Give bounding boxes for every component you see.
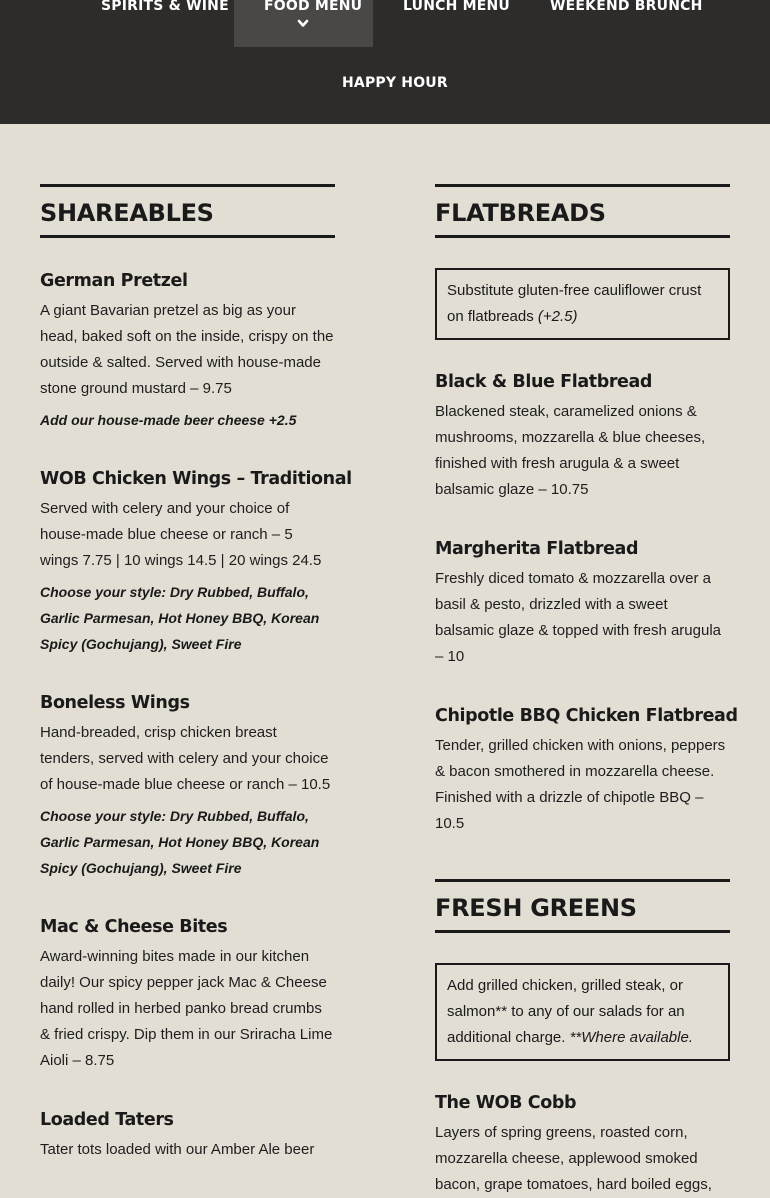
shareables-column bbox=[40, 184, 352, 1163]
item-name: Margherita Flatbread bbox=[435, 539, 639, 559]
menu-item bbox=[40, 1109, 335, 1163]
greens-note-em: **Where available. bbox=[569, 1029, 693, 1046]
item-description: Award-winning bites made in our kitchen daily! Our spicy pepper jack Mac & Cheese hand rolled in herbed panko bread crumbs & fried crispy. Dip them in our Sriracha Lime Aioli – 8.75 bbox=[40, 948, 333, 1069]
item-name: WOB Chicken Wings – Traditional bbox=[40, 469, 352, 489]
flatbread-note-price: (+2.5) bbox=[537, 308, 578, 325]
nav-food-menu[interactable]: FOOD MENU bbox=[264, 0, 363, 14]
item-description: Tender, grilled chicken with onions, peppers & bacon smothered in mozzarella cheese. Finished with a drizzle of chipotle BBQ – 10.5 bbox=[435, 737, 726, 832]
item-description: Served with celery and your choice of house-made blue cheese or ranch – 5 wings 7.75 | 10 wings 14.5 | 20 wings 24.5 bbox=[40, 500, 322, 569]
greens-note-text: Add grilled chicken, grilled steak, or salmon** to any of our salads for an additional charge. bbox=[447, 977, 685, 1046]
menu-item bbox=[435, 705, 738, 837]
item-note: Choose your style: Dry Rubbed, Buffalo, Garlic Parmesan, Hot Honey BBQ, Korean Spicy (Gochujang), Sweet Fire bbox=[40, 584, 320, 652]
menu-item bbox=[435, 371, 730, 503]
nav-weekend-brunch[interactable]: WEEKEND BRUNCH bbox=[550, 0, 703, 14]
item-name: Boneless Wings bbox=[40, 693, 190, 713]
greens-heading: FRESH GREENS bbox=[435, 879, 730, 933]
menu-item bbox=[40, 692, 335, 881]
item-description: Hand-breaded, crisp chicken breast tenders, served with celery and your choice of house-made blue cheese or ranch – 10.5 bbox=[40, 724, 331, 793]
nav-happy-hour[interactable]: HAPPY HOUR bbox=[342, 75, 448, 91]
nav-lunch-menu[interactable]: LUNCH MENU bbox=[403, 0, 510, 14]
item-name: The WOB Cobb bbox=[435, 1093, 577, 1113]
menu-item bbox=[40, 468, 352, 657]
item-note: Choose your style: Dry Rubbed, Buffalo, Garlic Parmesan, Hot Honey BBQ, Korean Spicy (Gochujang), Sweet Fire bbox=[40, 808, 320, 876]
item-name: Loaded Taters bbox=[40, 1110, 174, 1130]
menu-item bbox=[435, 1092, 730, 1198]
item-description: A giant Bavarian pretzel as big as your head, baked soft on the inside, crispy on the outside & salted. Served with house-made stone ground mustard – 9.75 bbox=[40, 302, 334, 397]
item-description: Tater tots loaded with our Amber Ale beer bbox=[40, 1141, 315, 1158]
flatbreads-column bbox=[435, 184, 738, 1198]
nav-spirits-wine[interactable]: SPIRITS & WINE bbox=[101, 0, 229, 14]
flatbreads-heading: FLATBREADS bbox=[435, 184, 730, 238]
item-description: Layers of spring greens, roasted corn, mozzarella cheese, applewood smoked bacon, grape tomatoes, hard boiled eggs, bbox=[435, 1124, 712, 1193]
shareables-heading: SHAREABLES bbox=[40, 184, 335, 238]
item-name: Black & Blue Flatbread bbox=[435, 372, 653, 392]
item-name: German Pretzel bbox=[40, 271, 188, 291]
menu-item bbox=[435, 538, 730, 670]
menu-item bbox=[40, 916, 335, 1074]
item-name: Mac & Cheese Bites bbox=[40, 917, 228, 937]
item-description: Blackened steak, caramelized onions & mushrooms, mozzarella & blue cheeses, finished with fresh arugula & a sweet balsamic glaze – 10.75 bbox=[435, 403, 706, 498]
top-navigation bbox=[0, 0, 770, 124]
flatbread-note-text: Substitute gluten-free cauliflower crust on flatbreads bbox=[447, 282, 702, 325]
item-note: Add our house-made beer cheese +2.5 bbox=[40, 412, 297, 428]
flatbread-note-box bbox=[435, 268, 730, 340]
greens-note-box bbox=[435, 963, 730, 1061]
chevron-down-icon bbox=[297, 19, 309, 29]
item-name: Chipotle BBQ Chicken Flatbread bbox=[435, 706, 738, 726]
menu-item bbox=[40, 270, 335, 433]
item-description: Freshly diced tomato & mozzarella over a basil & pesto, drizzled with a sweet balsamic glaze & topped with fresh arugula – 10 bbox=[435, 570, 721, 665]
